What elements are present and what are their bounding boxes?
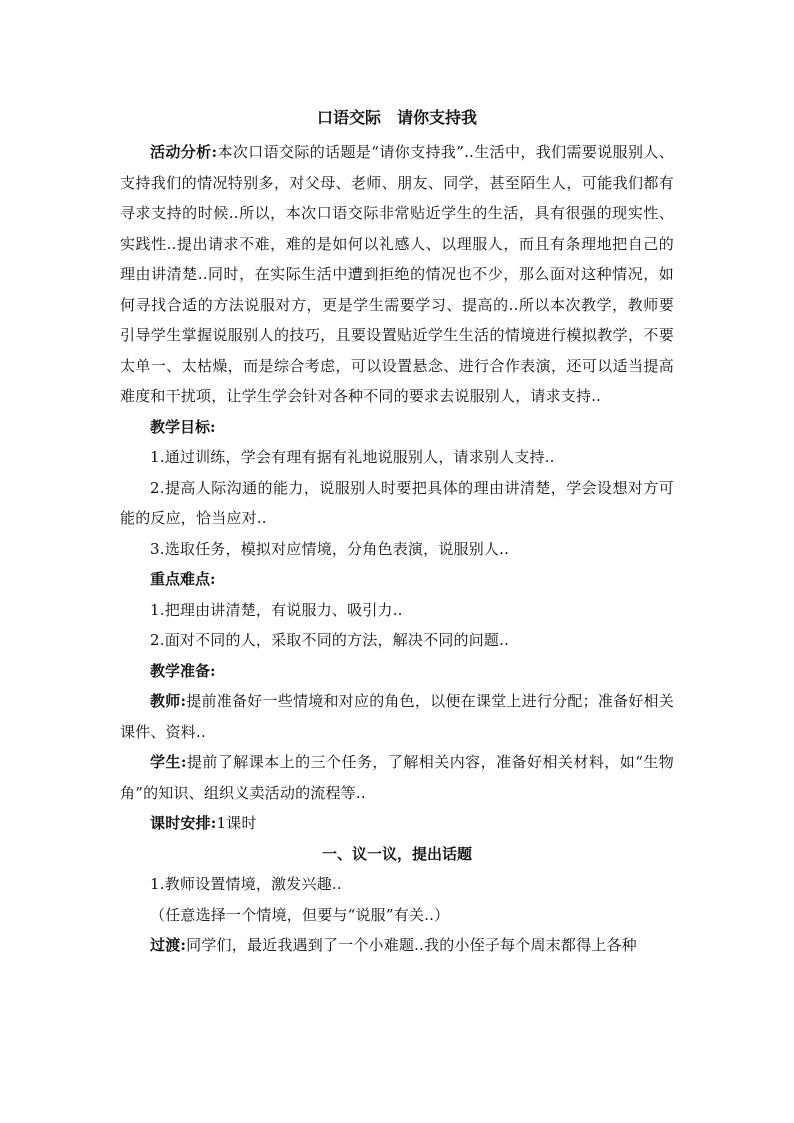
teaching-goals-heading: 教学目标:: [150, 417, 216, 436]
schedule-label: 课时安排:: [150, 814, 217, 832]
student-prep-text: 提前了解课本上的三个任务，了解相关内容，准备好相关材料，如“生物角”的知识、组织义卖活动的流程等..: [120, 753, 674, 802]
key-point-item: 1.把理由讲清楚，有说服力、吸引力..: [150, 600, 403, 619]
transition-text: 同学们，最近我遇到了一个小难题..我的小侄子每个周末都得上各种: [186, 936, 637, 954]
transition-paragraph: [120, 930, 674, 961]
activity-analysis-label: 活动分析:: [150, 143, 218, 161]
section-one-note: （任意选择一个情境，但要与“说服”有关..）: [150, 905, 450, 924]
teaching-goal-item: 3.选取任务，模拟对应情境，分角色表演，说服别人..: [150, 539, 510, 558]
teaching-goal-item: 2.提高人际沟通的能力，说服别人时要把具体的理由讲清楚，学会设想对方可能的反应，恰当应对..: [120, 478, 674, 527]
student-prep-paragraph: [120, 747, 674, 808]
activity-analysis-paragraph: [120, 137, 674, 412]
section-one-item: 1.教师设置情境，激发兴趣..: [150, 875, 342, 893]
teacher-label: 教师:: [150, 692, 187, 710]
key-point-item: 2.面对不同的人，采取不同的方法，解决不同的问题..: [150, 631, 510, 649]
activity-analysis-text: 本次口语交际的话题是“请你支持我”..生活中，我们需要说服别人、支持我们的情况特别多，对父母、老师、朋友、同学，甚至陌生人，可能我们都有寻求支持的时候..所以，本次口语交际非常贴近学生的生活，具有很强的现实性、实践性..提出请求不难，难的是如何以礼感人、以理服人，而且有条理地把自己的理由讲清楚..同时，在实际生活中遭到拒绝的情况也不少，那么面对这种情况，如何寻找合适的方法说服对方，更是学生需要学习、提高的..所以本次教学，教师要引导学生掌握说服别人的技巧，且要设置贴近学生生活的情境进行模拟教学，不要太单一、太枯燥，而是综合考虑，可以设置悬念、进行合作表演，还可以适当提高难度和干扰项，让学生学会针对各种不同的要求去说服别人，请求支持..: [120, 143, 674, 405]
teaching-prep-heading: 教学准备:: [150, 661, 216, 680]
teacher-prep-text: 提前准备好一些情境和对应的角色，以便在课堂上进行分配；准备好相关课件、资料..: [120, 692, 675, 741]
document-page: [120, 106, 674, 961]
student-label: 学生:: [150, 753, 187, 771]
teaching-goal-item: 1.通过训练，学会有理有据有礼地说服别人，请求别人支持..: [150, 448, 555, 466]
section-one-heading: 一、议一议，提出话题: [321, 844, 472, 863]
schedule-text: 1课时: [216, 814, 257, 832]
transition-label: 过渡:: [150, 936, 187, 954]
teacher-prep-paragraph: [120, 686, 674, 747]
key-points-heading: 重点难点:: [150, 570, 216, 588]
schedule-paragraph: [120, 808, 674, 839]
document-title: 口语交际 请你支持我: [316, 108, 477, 127]
